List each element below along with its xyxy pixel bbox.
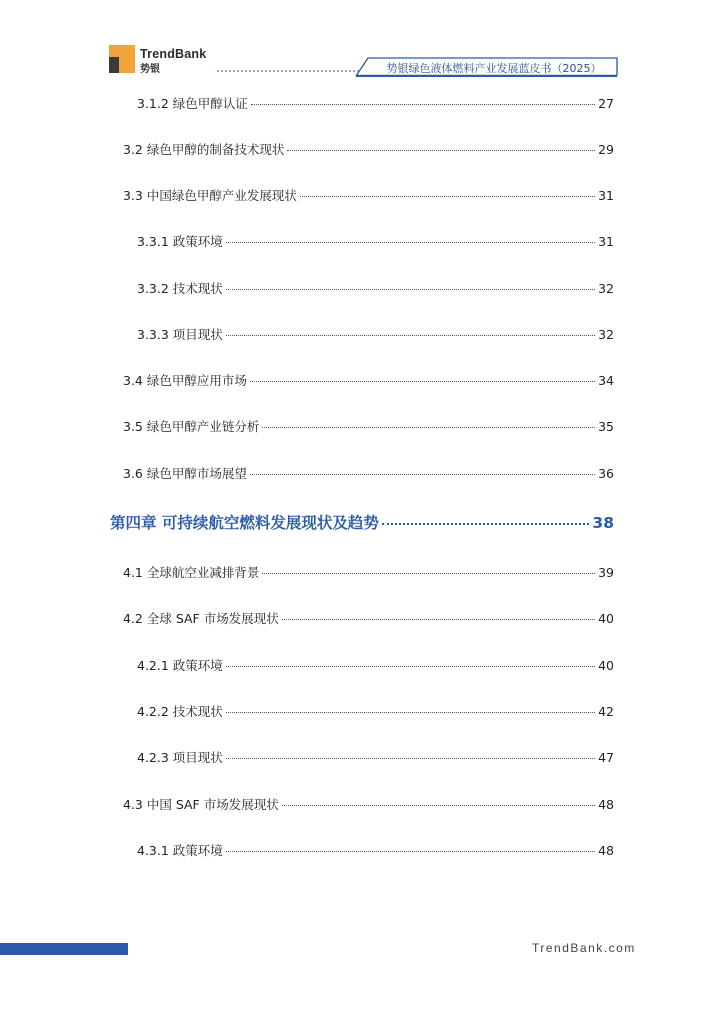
- toc-entry[interactable]: [123, 186, 614, 204]
- toc-leader-dots: [250, 474, 595, 475]
- toc-entry-label: 4.3.1 政策环境: [137, 843, 223, 858]
- footer-website[interactable]: TrendBank.com: [532, 941, 636, 955]
- toc-entry-label: 3.2 绿色甲醇的制备技术现状: [123, 142, 285, 157]
- toc-entry[interactable]: [137, 748, 614, 766]
- toc-entry[interactable]: [123, 417, 614, 435]
- toc-entry[interactable]: [123, 371, 614, 389]
- toc-page-number: 31: [598, 188, 614, 203]
- toc-entry[interactable]: [123, 795, 614, 813]
- toc-leader-dots: [226, 758, 595, 759]
- toc-leader-dots: [250, 381, 595, 382]
- toc-leader-dots: [282, 619, 595, 620]
- toc-page-number: 40: [598, 611, 614, 626]
- toc-entry-label: 3.3.1 政策环境: [137, 234, 223, 249]
- footer-accent-bar: [0, 943, 128, 955]
- toc-leader-dots: [226, 712, 595, 713]
- toc-entry[interactable]: [123, 609, 614, 627]
- toc-entry-label: 3.3.3 项目现状: [137, 327, 223, 342]
- toc-entry-label: 4.1 全球航空业减排背景: [123, 565, 260, 580]
- toc-leader-dots: [226, 242, 595, 243]
- logo-mark-icon: [109, 45, 135, 73]
- toc-entry[interactable]: [137, 325, 614, 343]
- toc-entry-label: 4.2.3 项目现状: [137, 750, 223, 765]
- toc-entry[interactable]: [137, 841, 614, 859]
- toc-page-number: 35: [598, 419, 614, 434]
- toc-entry-label: 4.2 全球 SAF 市场发展现状: [123, 611, 279, 626]
- logo-text-cn: 势银: [140, 64, 160, 75]
- toc-entry[interactable]: [123, 464, 614, 482]
- toc-entry-label: 4.2.1 政策环境: [137, 658, 223, 673]
- logo-text-en: TrendBank: [140, 47, 207, 61]
- toc-page-number: 32: [598, 281, 614, 296]
- toc-page-number: 40: [598, 658, 614, 673]
- toc-entry-label: 3.3 中国绿色甲醇产业发展现状: [123, 188, 297, 203]
- toc-page-number: 34: [598, 373, 614, 388]
- toc-entry[interactable]: [123, 140, 614, 158]
- toc-page-number: 48: [598, 797, 614, 812]
- toc-entry-label: 3.4 绿色甲醇应用市场: [123, 373, 247, 388]
- toc-entry-label: 3.5 绿色甲醇产业链分析: [123, 419, 260, 434]
- toc-entry[interactable]: [137, 232, 614, 250]
- toc-page-number: 42: [598, 704, 614, 719]
- toc-page-number: 31: [598, 234, 614, 249]
- toc-leader-dots: [226, 289, 595, 290]
- toc-leader-dots: [226, 666, 595, 667]
- toc-page-number: 27: [598, 96, 614, 111]
- toc-entry-label: 3.3.2 技术现状: [137, 281, 223, 296]
- toc-leader-dots: [300, 196, 595, 197]
- header-title-tab: [355, 57, 618, 77]
- toc-leader-dots: [262, 427, 595, 428]
- toc-leader-dots: [226, 851, 595, 852]
- toc-entry-label: 3.1.2 绿色甲醇认证: [137, 96, 248, 111]
- trendbank-logo: [109, 45, 229, 75]
- toc-leader-dots: [382, 523, 590, 525]
- toc-entry[interactable]: [123, 563, 614, 581]
- toc-entry-label: 4.2.2 技术现状: [137, 704, 223, 719]
- toc-page-number: 38: [592, 514, 614, 532]
- toc-entry[interactable]: [137, 279, 614, 297]
- toc-page-number: 29: [598, 142, 614, 157]
- toc-leader-dots: [226, 335, 595, 336]
- toc-leader-dots: [287, 150, 595, 151]
- toc-leader-dots: [262, 573, 595, 574]
- header-dotted-rule: [217, 70, 359, 72]
- toc-entry-label: 3.6 绿色甲醇市场展望: [123, 466, 247, 481]
- toc-leader-dots: [282, 805, 595, 806]
- toc-page-number: 36: [598, 466, 614, 481]
- toc-page-number: 32: [598, 327, 614, 342]
- toc-chapter-label: 第四章 可持续航空燃料发展现状及趋势: [110, 514, 379, 532]
- toc-page-number: 48: [598, 843, 614, 858]
- toc-leader-dots: [251, 104, 595, 105]
- toc-page-number: 47: [598, 750, 614, 765]
- toc-chapter-entry[interactable]: [110, 511, 614, 533]
- document-title: 势银绿色液体燃料产业发展蓝皮书（2025）: [386, 62, 602, 75]
- toc-entry-label: 4.3 中国 SAF 市场发展现状: [123, 797, 279, 812]
- toc-entry[interactable]: [137, 702, 614, 720]
- toc-entry[interactable]: [137, 656, 614, 674]
- toc-entry[interactable]: [137, 94, 614, 112]
- toc-page-number: 39: [598, 565, 614, 580]
